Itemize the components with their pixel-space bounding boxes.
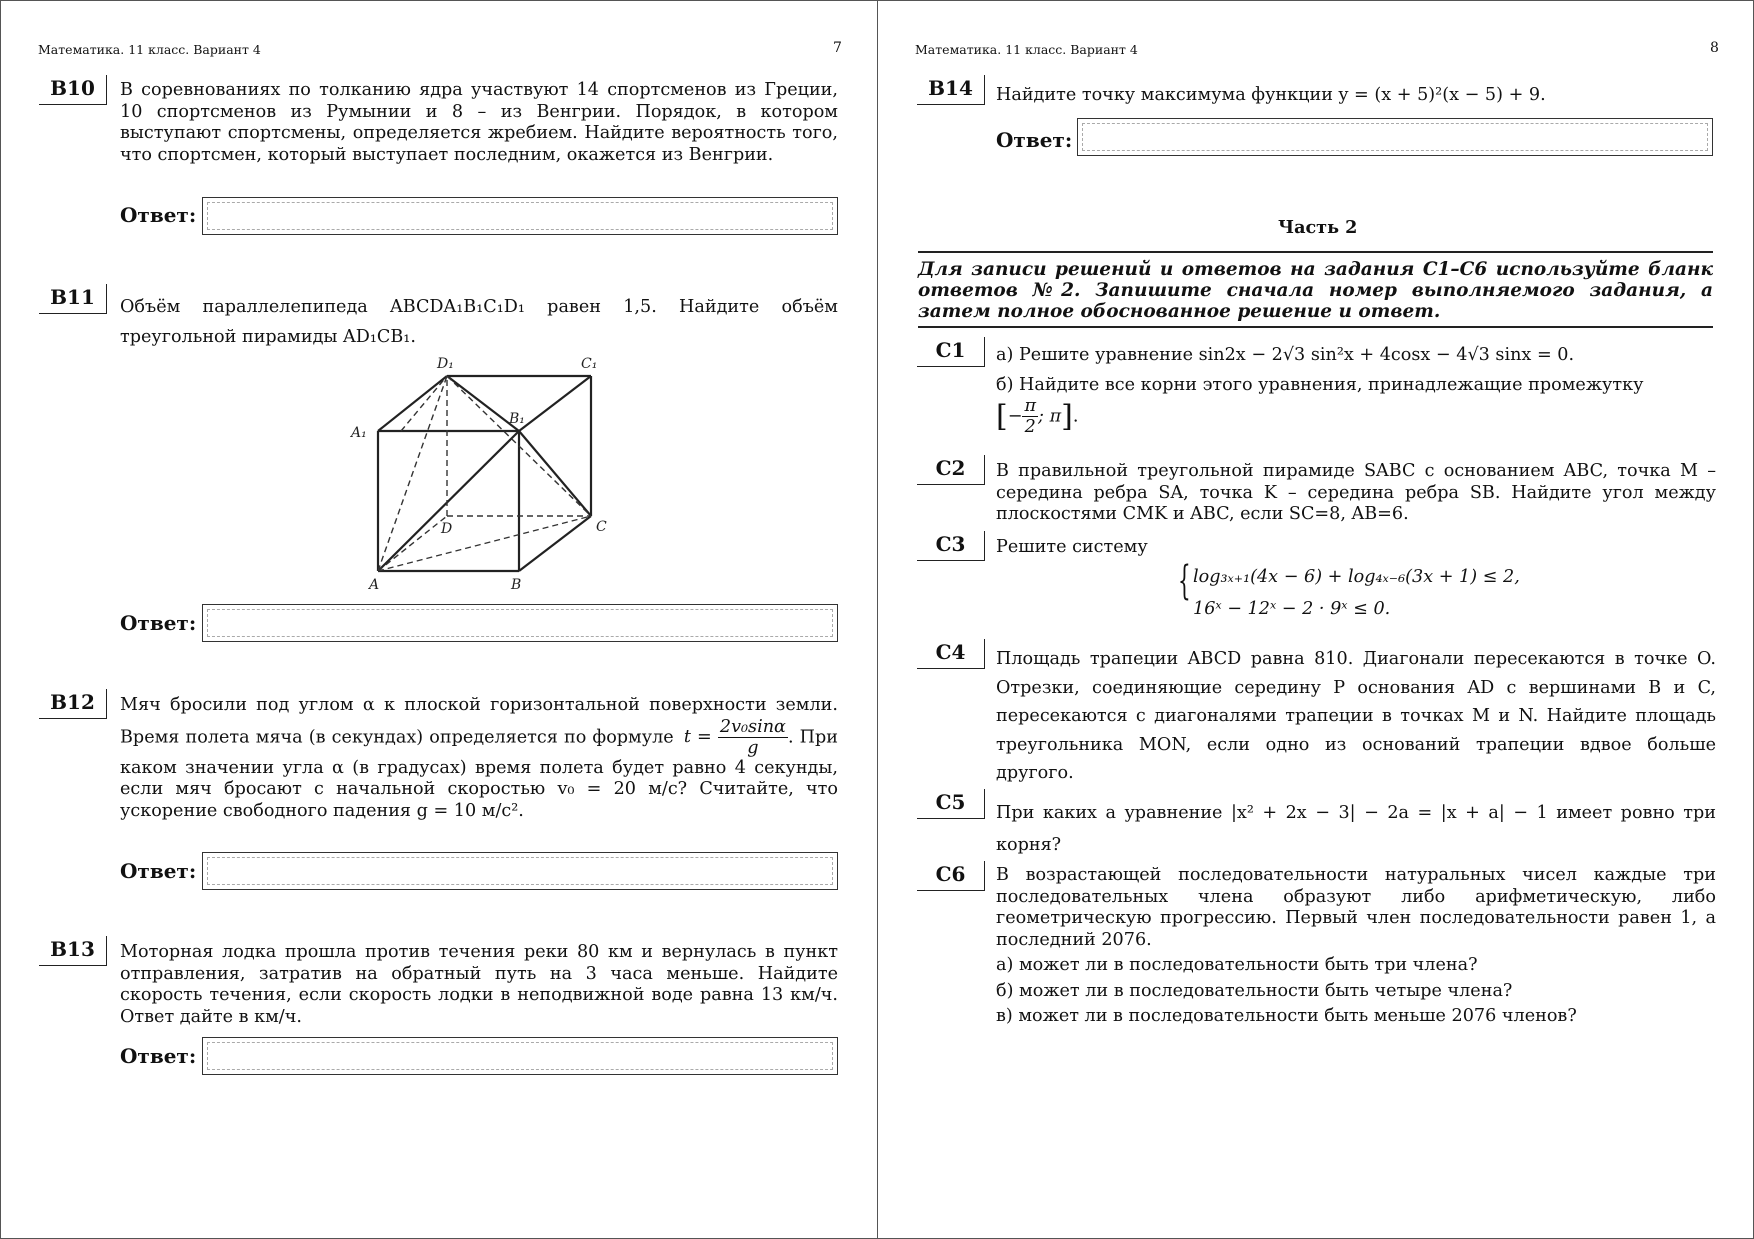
answer-field-b13[interactable] — [202, 1037, 838, 1075]
answer-label: Ответ: — [120, 203, 197, 227]
page-header: Математика. 11 класс. Вариант 4 — [38, 42, 261, 57]
task-text-c6 — [996, 865, 1716, 1028]
formula-denominator: g — [747, 737, 759, 758]
task-id-c4: C4 — [917, 639, 985, 669]
interval-numerator: π — [1024, 396, 1037, 416]
interval-rest: ; π — [1038, 406, 1062, 427]
task-id-b14: B14 — [917, 75, 985, 105]
task-c1-part-a: а) Решите уравнение sin2x − 2√3 sin²x + 4cosx − 4√3 sinx = 0. — [996, 345, 1575, 365]
task-text-b14: Найдите точку максимума функции y = (x + 5)²(x − 5) + 9. — [996, 85, 1546, 105]
task-text-b13: Моторная лодка прошла против течения реки 80 км и вернулась в пункт отправления, затратив на обратный путь на 3 часа меньше. Найдите скорость течения, если скорость лодки в неподвижной воде равна 13 км/ч. Ответ дайте в км/ч. — [120, 942, 838, 1027]
task-id-b12: B12 — [39, 689, 107, 719]
task-c1-part-b: б) Найдите все корни этого уравнения, принадлежащие промежутку — [996, 374, 1644, 395]
task-text-c4: Площадь трапеции ABCD равна 810. Диагонали пересекаются в точке O. Отрезки, соединяющие середину P основания AD с вершинами B и C, пересекаются с диагоналями трапеции в точках M и N. Найдите площадь треугольника MON, если одно из оснований трапеции вдвое больше другого. — [996, 649, 1716, 783]
task-c6-question-c: в) может ли в последовательности быть меньше 2076 членов? — [996, 1006, 1577, 1026]
label-b: B — [511, 577, 522, 593]
answer-field-b10[interactable] — [202, 197, 838, 235]
task-text-c5: При каких a уравнение |x² + 2x − 3| − 2a = |x + a| − 1 имеет ровно три корня? — [996, 803, 1716, 855]
task-text-b12-part1: Мяч бросили под углом α к плоской горизонтальной поверхности земли. Время полета мяча (в секундах) определяется по формуле — [120, 695, 838, 748]
task-text-c1 — [996, 345, 1716, 437]
divider — [918, 326, 1713, 328]
task-text-b10: В соревнованиях по толканию ядра участвуют 14 спортсменов из Греции, 10 спортсменов из Румынии и 8 – из Венгрии. Порядок, в котором выступают спортсмены, определяется жребием. Найдите вероятность того, что спортсмен, который выступает последним, окажется из Венгрии. — [120, 80, 838, 165]
answer-label: Ответ: — [120, 859, 197, 883]
page-number: 7 — [833, 40, 842, 56]
label-c1: C₁ — [581, 356, 598, 372]
label-b1: B₁ — [509, 411, 525, 427]
answer-field-b14[interactable] — [1077, 118, 1713, 156]
answer-label: Ответ: — [996, 128, 1073, 152]
task-id-b11: B11 — [39, 284, 107, 314]
task-id-c5: C5 — [917, 789, 985, 819]
part2-title: Часть 2 — [1278, 217, 1358, 238]
task-id-c1: C1 — [917, 337, 985, 367]
interval-denominator: 2 — [1024, 417, 1036, 438]
label-a1: A₁ — [351, 425, 367, 441]
task-c6-statement: В возрастающей последовательности натуральных чисел каждые три последовательных члена образуют либо арифметическую, либо геометрическую прогрессию. Первый член последовательности равен 1, а последний 2076. — [996, 865, 1716, 950]
divider — [918, 251, 1713, 253]
formula-numerator: 2v₀sinα — [719, 716, 786, 737]
formula-fraction — [718, 717, 788, 758]
task-c6-question-a: а) может ли в последовательности быть три члена? — [996, 955, 1478, 975]
part2-instruction: Для записи решений и ответов на задания С1–С6 используйте бланк ответов №2. Запишите сначала номер выполняемого задания, а затем полное обоснованное решение и ответ. — [918, 259, 1713, 322]
task-id-c2: C2 — [917, 455, 985, 485]
parallelepiped-figure — [341, 351, 621, 601]
task-id-b10: B10 — [39, 75, 107, 105]
label-a: A — [369, 577, 380, 593]
right-page — [877, 0, 1754, 1239]
page-number: 8 — [1710, 40, 1719, 56]
task-id-c6: C6 — [917, 861, 985, 891]
formula-lhs: t = — [683, 727, 712, 748]
answer-field-b12[interactable] — [202, 852, 838, 890]
system-eq2: 16ˣ − 12ˣ − 2 · 9ˣ ≤ 0. — [1193, 599, 1391, 619]
task-text-c2: В правильной треугольной пирамиде SABC с основанием ABC, точка M – середина ребра SA, точка K – середина ребра SB. Найдите угол между плоскостями CMK и ABC, если SC=8, AB=6. — [996, 461, 1716, 524]
answer-label: Ответ: — [120, 611, 197, 635]
answer-field-b11[interactable] — [202, 604, 838, 642]
label-d1: D₁ — [437, 356, 454, 372]
label-d: D — [441, 521, 453, 537]
label-c: C — [596, 519, 607, 535]
system-brace: { — [1178, 558, 1191, 604]
task-text-b11: Объём параллелепипеда ABCDA₁B₁C₁D₁ равен 1,5. Найдите объём треугольной пирамиды AD₁CB₁. — [120, 297, 838, 347]
task-text-b12-part2: . При каком значении угла α (в градусах) время полета будет равно 4 секунды, если мяч бросают с начальной скоростью v₀ = 20 м/с? Считайте, что ускорение свободного падения g = 10 м/с². — [120, 727, 838, 821]
task-id-c3: C3 — [917, 531, 985, 561]
task-text-c3: Решите систему — [996, 537, 1148, 557]
task-c6-question-b: б) может ли в последовательности быть четыре члена? — [996, 980, 1513, 1001]
task-c1-interval: [− $\frac{\pi}{2}$ ; π]. — [996, 396, 1079, 438]
task-text-b12 — [120, 695, 838, 822]
system-eq1: log₃ₓ₊₁(4x − 6) + log₄ₓ₋₆(3x + 1) ≤ 2, — [1193, 567, 1520, 587]
page-header: Математика. 11 класс. Вариант 4 — [915, 42, 1138, 57]
answer-label: Ответ: — [120, 1044, 197, 1068]
task-id-b13: B13 — [39, 936, 107, 966]
